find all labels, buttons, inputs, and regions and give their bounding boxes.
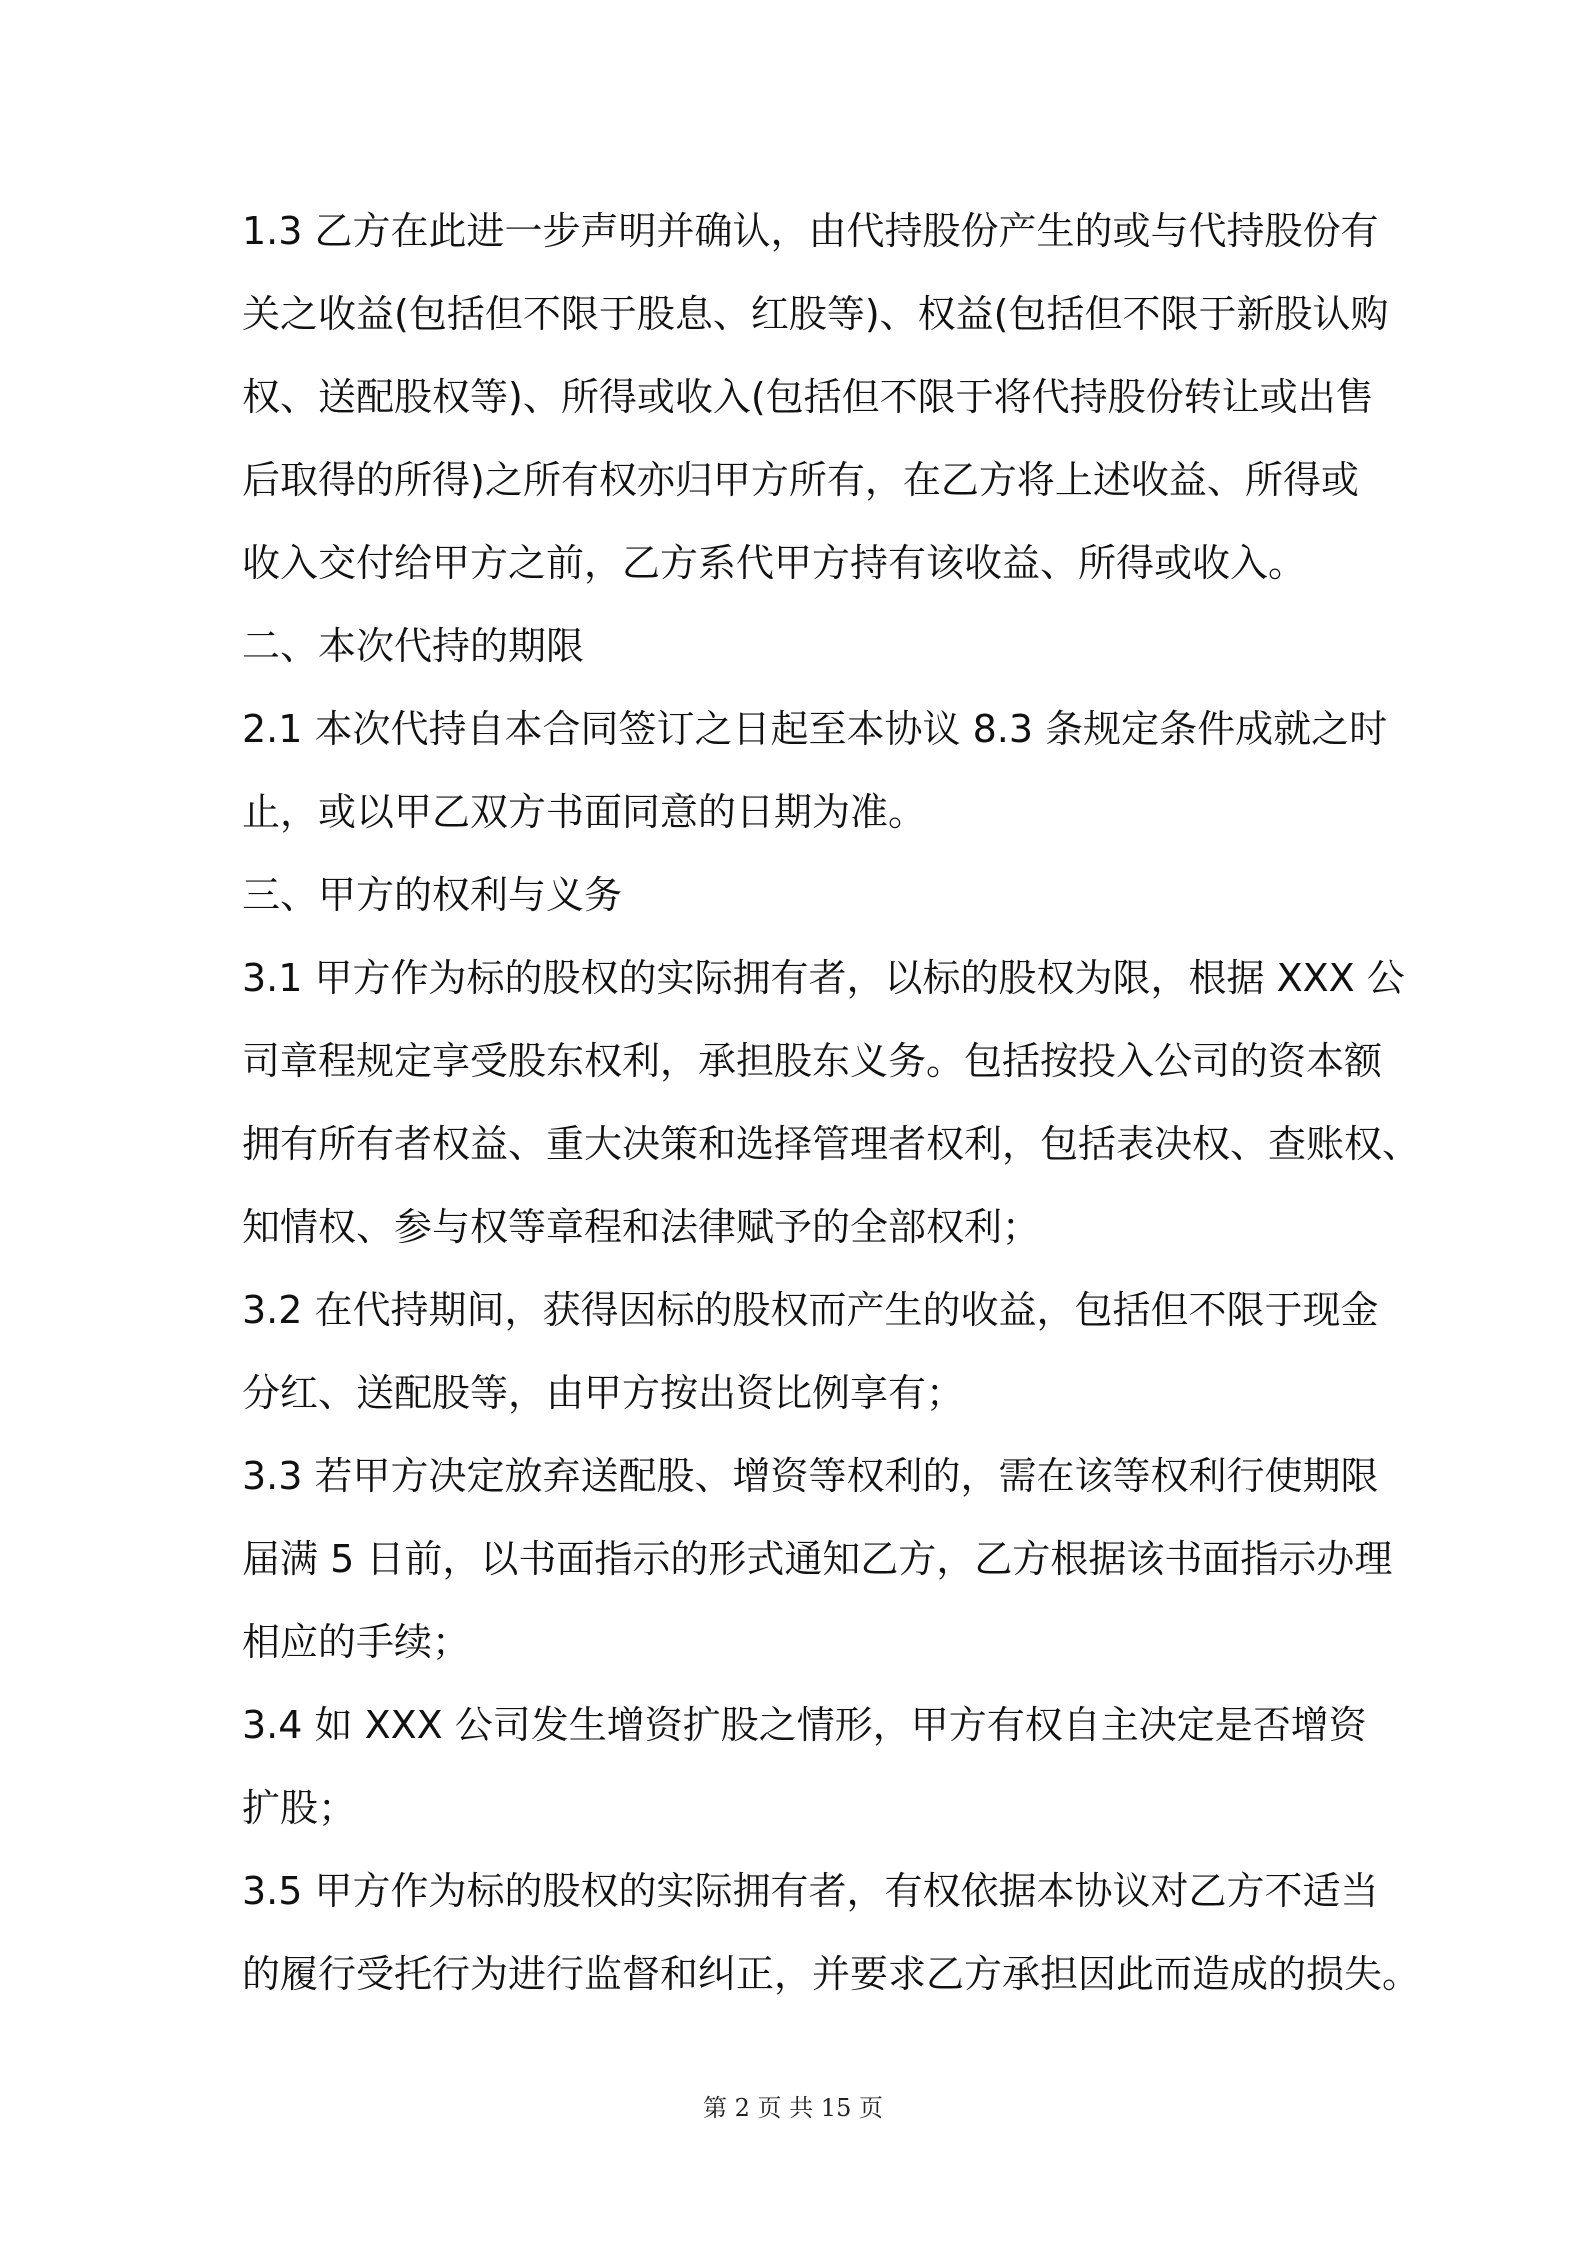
text-line: 3.4 如 XXX 公司发生增资扩股之情形，甲方有权自主决定是否增资 xyxy=(242,1703,1367,1747)
text-line: 3.3 若甲方决定放弃送配股、增资等权利的，需在该等权利行使期限 xyxy=(242,1454,1379,1498)
text-line: 1.3 乙方在此进一步声明并确认，由代持股份产生的或与代持股份有 xyxy=(242,209,1379,253)
text-line: 拥有所有者权益、重大决策和选择管理者权利，包括表决权、查账权、 xyxy=(242,1122,1421,1166)
text-line: 的履行受托行为进行监督和纠正，并要求乙方承担因此而造成的损失。 xyxy=(242,1952,1421,1996)
text-line: 权、送配股权等)、所得或收入(包括但不限于将代持股份转让或出售 xyxy=(242,375,1374,419)
text-line: 届满 5 日前，以书面指示的形式通知乙方，乙方根据该书面指示办理 xyxy=(242,1537,1393,1581)
text-line: 关之收益(包括但不限于股息、红股等)、权益(包括但不限于新股认购 xyxy=(242,292,1389,336)
text-line: 止，或以甲乙双方书面同意的日期为准。 xyxy=(242,790,927,834)
section-heading: 三、甲方的权利与义务 xyxy=(242,873,623,917)
text-line: 3.1 甲方作为标的股权的实际拥有者，以标的股权为限，根据 XXX 公 xyxy=(242,956,1405,1000)
text-line: 3.5 甲方作为标的股权的实际拥有者，有权依据本协议对乙方不适当 xyxy=(242,1869,1379,1913)
section-heading: 二、本次代持的期限 xyxy=(242,624,585,668)
text-line: 相应的手续； xyxy=(242,1620,471,1664)
text-line: 3.2 在代持期间，获得因标的股权而产生的收益，包括但不限于现金 xyxy=(242,1288,1379,1332)
text-line: 收入交付给甲方之前，乙方系代甲方持有该收益、所得或收入。 xyxy=(242,541,1307,585)
text-line: 2.1 本次代持自本合同签订之日起至本协议 8.3 条规定条件成就之时 xyxy=(242,707,1388,751)
text-line: 司章程规定享受股东权利，承担股东义务。包括按投入公司的资本额 xyxy=(242,1039,1383,1083)
page-number-footer: 第 2 页 共 15 页 xyxy=(703,2094,883,2122)
text-line: 知情权、参与权等章程和法律赋予的全部权利； xyxy=(242,1205,1041,1249)
text-line: 扩股； xyxy=(242,1786,357,1830)
text-line: 后取得的所得)之所有权亦归甲方所有，在乙方将上述收益、所得或 xyxy=(242,458,1359,502)
document-body xyxy=(242,190,1421,2016)
text-line: 分红、送配股等，由甲方按出资比例享有； xyxy=(242,1371,965,1415)
